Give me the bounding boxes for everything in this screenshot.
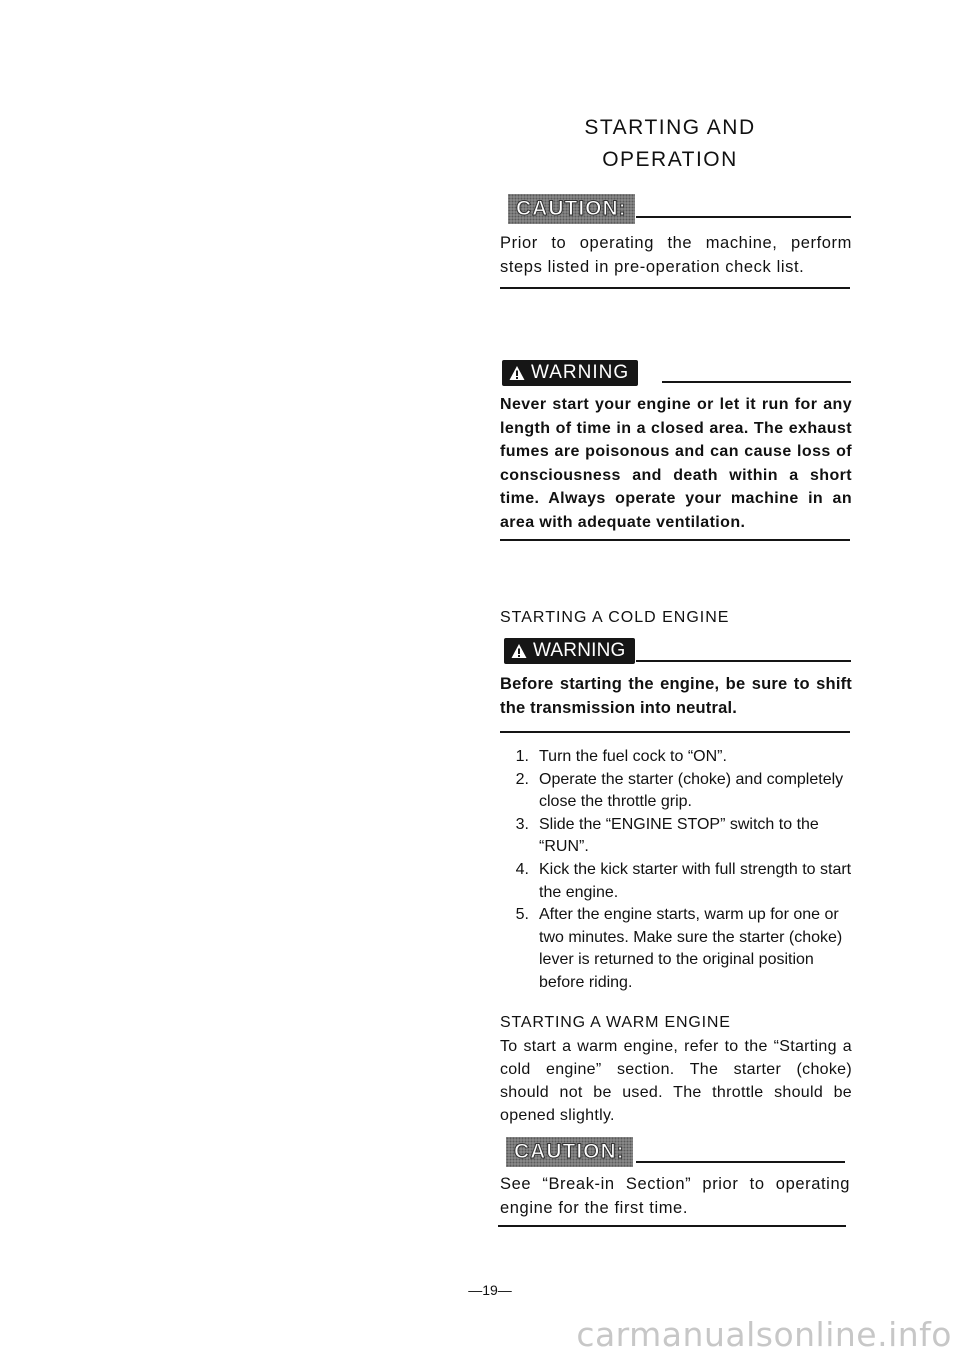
warning-label: WARNING: [531, 362, 630, 383]
warning-triangle-icon: [511, 643, 527, 659]
divider: [500, 731, 850, 733]
list-item: [497, 859, 852, 904]
step-number: 4.: [515, 860, 529, 878]
step-number: 3.: [515, 815, 529, 833]
caution-text: See “Break-in Section” prior to operating engine for the first time.: [500, 1175, 850, 1217]
list-item: [497, 904, 852, 994]
watermark: carmanualsonline.info: [576, 1315, 952, 1354]
caution-badge: CAUTION:: [506, 1137, 633, 1167]
divider: [500, 287, 850, 289]
divider: [636, 216, 851, 218]
divider: [636, 660, 851, 662]
divider: [636, 1161, 845, 1163]
step-text: Operate the starter (choke) and completely close the throttle grip.: [539, 770, 844, 811]
step-text: Turn the fuel cock to “ON”.: [539, 748, 727, 765]
divider: [500, 539, 850, 541]
step-number: 2.: [515, 770, 529, 788]
page-number: —19—: [468, 1282, 512, 1298]
step-number: 5.: [515, 906, 529, 924]
warning-label: WARNING: [533, 640, 626, 661]
list-item: [497, 769, 852, 814]
steps-list: [497, 746, 852, 995]
list-item: [497, 746, 852, 769]
section-heading-cold-engine: STARTING A COLD ENGINE: [500, 609, 730, 626]
section-heading-warm-engine: STARTING A WARM ENGINE: [500, 1014, 731, 1031]
caution-badge: CAUTION:: [508, 194, 635, 224]
title-line-1: STARTING AND: [584, 116, 756, 139]
list-item: [497, 814, 852, 859]
step-text: After the engine starts, warm up for one or two minutes. Make sure the starter (choke) lever is returned to the original position before riding.: [539, 906, 843, 991]
divider: [498, 1225, 846, 1227]
caution-text: Prior to operating the machine, perform steps listed in pre-operation check list.: [500, 234, 852, 276]
warning-text: Before starting the engine, be sure to shift the transmission into neutral.: [500, 675, 852, 717]
step-number: 1.: [515, 748, 529, 765]
title-line-2: OPERATION: [602, 148, 738, 171]
warning-badge: [504, 638, 635, 664]
warm-engine-text: To start a warm engine, refer to the “Starting a cold engine” section. The starter (choke) should not be used. The throttle should be opened slightly.: [500, 1038, 852, 1124]
step-text: Kick the kick starter with full strength to start the engine.: [539, 860, 852, 901]
divider: [662, 381, 851, 383]
warning-badge: [502, 360, 638, 386]
step-text: Slide the “ENGINE STOP” switch to the “RUN”.: [539, 815, 819, 856]
warning-text: Never start your engine or let it run for any length of time in a closed area. The exhaust fumes are poisonous and can cause loss of consciousness and death within a short time. Always operate your machine in an area with adequate ventilation.: [500, 396, 852, 531]
warning-triangle-icon: [509, 365, 525, 381]
page-title: [500, 112, 840, 176]
